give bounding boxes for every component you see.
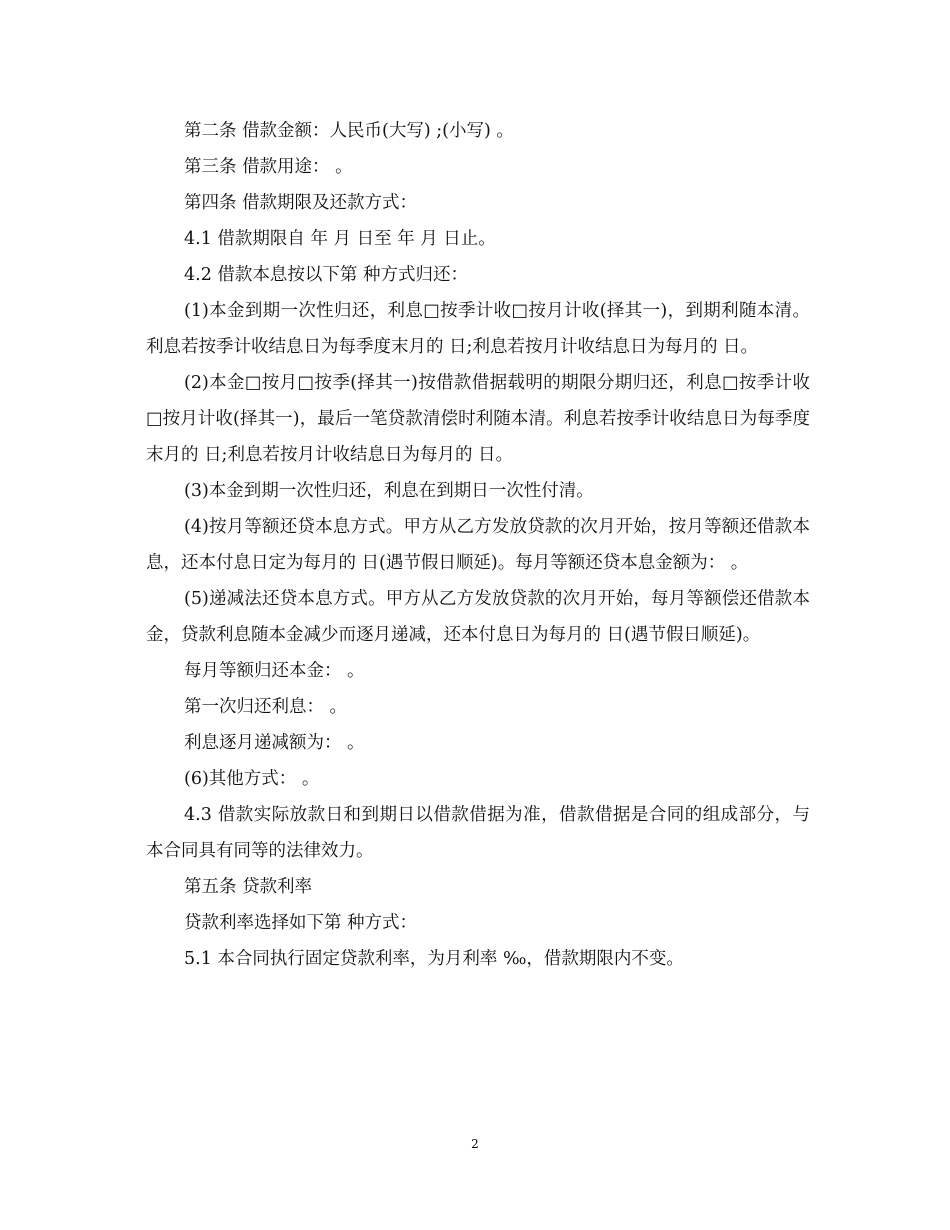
paragraph-4-3-loan-receipt: 4.3 借款实际放款日和到期日以借款借据为准，借款借据是合同的组成部分，与本合同具有同等的法律效力。 xyxy=(146,805,810,861)
document-body xyxy=(146,113,810,977)
paragraph-4-2-repayment: 4.2 借款本息按以下第 种方式归还： xyxy=(184,265,468,285)
paragraph-5-1-fixed-rate: 5.1 本合同执行固定贷款利率，为月利率 ‰，借款期限内不变。 xyxy=(184,949,684,969)
paragraph-option-6: (6)其他方式： 。 xyxy=(184,769,320,789)
paragraph-option-5: (5)递减法还贷本息方式。甲方从乙方发放贷款的次月开始，每月等额偿还借款本金，贷款利息随本金减少而逐月递减，还本付息日为每月的 日(遇节假日顺延)。 xyxy=(146,589,810,645)
paragraph-interest-decrement: 利息逐月递减额为： 。 xyxy=(184,733,365,753)
paragraph-option-2: (2)本金□按月□按季(择其一)按借款借据载明的期限分期归还，利息□按季计收□按月计收(择其一)，最后一笔贷款清偿时利随本清。利息若按季计收结息日为每季度末月的 日;利息若按月计收结息日为每月的 日。 xyxy=(146,373,810,465)
paragraph-monthly-principal: 每月等额归还本金： 。 xyxy=(184,661,365,681)
paragraph-4-1-term: 4.1 借款期限自 年 月 日至 年 月 日止。 xyxy=(184,229,496,249)
paragraph-option-3: (3)本金到期一次性归还，利息在到期日一次性付清。 xyxy=(184,481,594,501)
page-number: 2 xyxy=(471,1137,479,1151)
paragraph-rate-selection: 贷款利率选择如下第 种方式： xyxy=(184,913,418,933)
paragraph-first-interest: 第一次归还利息： 。 xyxy=(184,697,348,717)
paragraph-article-3-purpose: 第三条 借款用途： 。 xyxy=(184,157,353,177)
paragraph-option-4: (4)按月等额还贷本息方式。甲方从乙方发放贷款的次月开始，按月等额还借款本息，还本付息日定为每月的 日(遇节假日顺延)。每月等额还贷本息金额为： 。 xyxy=(146,517,810,573)
paragraph-article-5-heading: 第五条 贷款利率 xyxy=(184,877,313,897)
paragraph-article-4-heading: 第四条 借款期限及还款方式： xyxy=(184,193,418,213)
paragraph-option-1: (1)本金到期一次性归还，利息□按季计收□按月计收(择其一)，到期利随本清。利息若按季计收结息日为每季度末月的 日;利息若按月计收结息日为每月的 日。 xyxy=(146,301,810,357)
paragraph-article-2-amount: 第二条 借款金额：人民币(大写) ;(小写) 。 xyxy=(184,121,514,141)
